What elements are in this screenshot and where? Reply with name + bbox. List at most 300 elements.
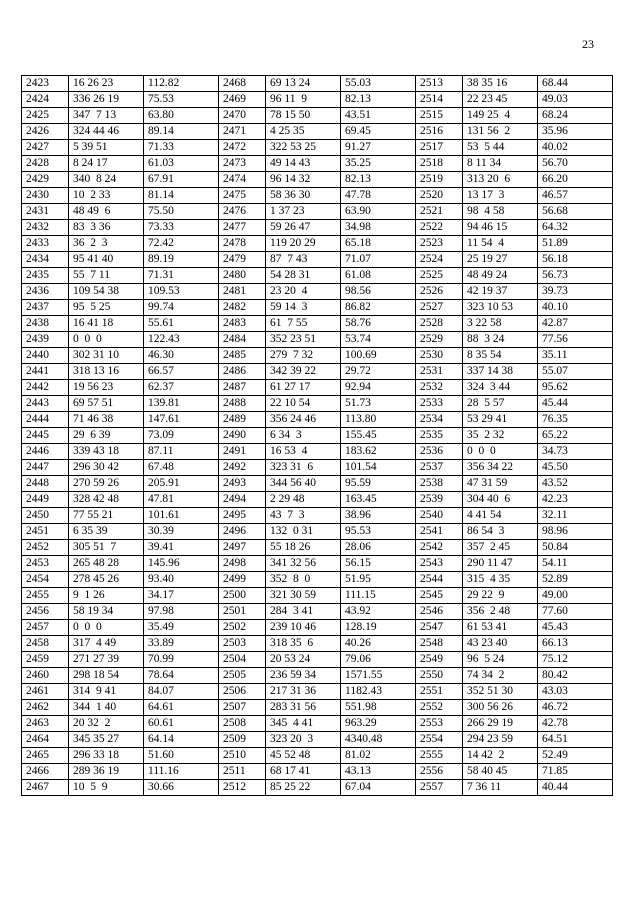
table-cell-coord: 7 36 11 <box>463 780 538 796</box>
table-cell-coord: 305 51 7 <box>69 540 144 556</box>
table-cell-coord: 85 25 22 <box>266 780 341 796</box>
table-cell-coord: 356 34 22 <box>463 460 538 476</box>
table-cell-id: 2556 <box>416 764 463 780</box>
table-cell-value: 43.52 <box>538 476 613 492</box>
table-cell-value: 42.78 <box>538 716 613 732</box>
table-cell-coord: 357 2 45 <box>463 540 538 556</box>
table-cell-id: 2554 <box>416 732 463 748</box>
table-cell-coord: 19 56 23 <box>69 380 144 396</box>
table-cell-value: 89.19 <box>144 252 219 268</box>
table-cell-coord: 16 53 4 <box>266 444 341 460</box>
table-cell-value: 72.42 <box>144 236 219 252</box>
table-cell-coord: 43 7 3 <box>266 508 341 524</box>
table-cell-id: 2546 <box>416 604 463 620</box>
table-cell-value: 53.74 <box>341 332 416 348</box>
table-cell-coord: 77 55 21 <box>69 508 144 524</box>
table-row <box>22 716 613 732</box>
table-cell-id: 2486 <box>219 364 266 380</box>
table-cell-id: 2555 <box>416 748 463 764</box>
table-cell-id: 2460 <box>22 668 69 684</box>
table-cell-coord: 35 2 32 <box>463 428 538 444</box>
table-cell-value: 98.56 <box>341 284 416 300</box>
table-cell-value: 147.61 <box>144 412 219 428</box>
table-cell-id: 2451 <box>22 524 69 540</box>
table-cell-id: 2444 <box>22 412 69 428</box>
table-cell-coord: 339 43 18 <box>69 444 144 460</box>
table-cell-value: 163.45 <box>341 492 416 508</box>
table-cell-id: 2447 <box>22 460 69 476</box>
table-cell-coord: 96 14 32 <box>266 172 341 188</box>
table-cell-id: 2529 <box>416 332 463 348</box>
table-cell-id: 2479 <box>219 252 266 268</box>
table-cell-value: 56.73 <box>538 268 613 284</box>
table-row <box>22 700 613 716</box>
table-cell-coord: 318 13 16 <box>69 364 144 380</box>
table-cell-id: 2478 <box>219 236 266 252</box>
table-cell-coord: 119 20 29 <box>266 236 341 252</box>
table-cell-id: 2538 <box>416 476 463 492</box>
table-cell-value: 34.73 <box>538 444 613 460</box>
table-cell-id: 2450 <box>22 508 69 524</box>
table-cell-coord: 68 17 41 <box>266 764 341 780</box>
table-cell-coord: 315 4 35 <box>463 572 538 588</box>
table-cell-id: 2528 <box>416 316 463 332</box>
table-cell-value: 87.11 <box>144 444 219 460</box>
table-cell-coord: 95 41 40 <box>69 252 144 268</box>
table-cell-id: 2534 <box>416 412 463 428</box>
table-cell-coord: 47 31 59 <box>463 476 538 492</box>
table-row <box>22 92 613 108</box>
table-cell-id: 2489 <box>219 412 266 428</box>
table-cell-value: 64.51 <box>538 732 613 748</box>
table-cell-value: 65.18 <box>341 236 416 252</box>
table-cell-coord: 4 41 54 <box>463 508 538 524</box>
table-cell-coord: 4 25 35 <box>266 124 341 140</box>
table-cell-id: 2435 <box>22 268 69 284</box>
table-cell-coord: 317 4 49 <box>69 636 144 652</box>
table-row <box>22 732 613 748</box>
table-cell-value: 78.64 <box>144 668 219 684</box>
table-cell-coord: 13 17 3 <box>463 188 538 204</box>
table-cell-value: 60.61 <box>144 716 219 732</box>
table-cell-coord: 5 39 51 <box>69 140 144 156</box>
table-cell-id: 2427 <box>22 140 69 156</box>
table-cell-coord: 279 7 32 <box>266 348 341 364</box>
table-cell-value: 155.45 <box>341 428 416 444</box>
table-cell-coord: 294 23 59 <box>463 732 538 748</box>
table-cell-value: 35.25 <box>341 156 416 172</box>
table-cell-value: 34.17 <box>144 588 219 604</box>
table-row <box>22 124 613 140</box>
table-row <box>22 268 613 284</box>
table-cell-id: 2541 <box>416 524 463 540</box>
table-cell-coord: 3 22 58 <box>463 316 538 332</box>
table-row <box>22 444 613 460</box>
table-cell-value: 80.42 <box>538 668 613 684</box>
table-cell-id: 2493 <box>219 476 266 492</box>
table-cell-coord: 298 18 54 <box>69 668 144 684</box>
table-cell-coord: 29 6 39 <box>69 428 144 444</box>
table-cell-coord: 149 25 4 <box>463 108 538 124</box>
table-row <box>22 364 613 380</box>
table-cell-coord: 16 41 18 <box>69 316 144 332</box>
table-cell-coord: 302 31 10 <box>69 348 144 364</box>
table-cell-coord: 10 5 9 <box>69 780 144 796</box>
table-cell-id: 2506 <box>219 684 266 700</box>
table-cell-id: 2465 <box>22 748 69 764</box>
table-cell-coord: 328 42 48 <box>69 492 144 508</box>
table-cell-value: 91.27 <box>341 140 416 156</box>
table-cell-value: 43.13 <box>341 764 416 780</box>
table-cell-value: 51.89 <box>538 236 613 252</box>
table-cell-id: 2446 <box>22 444 69 460</box>
table-cell-coord: 322 53 25 <box>266 140 341 156</box>
table-cell-value: 63.80 <box>144 108 219 124</box>
table-row <box>22 588 613 604</box>
table-cell-coord: 59 26 47 <box>266 220 341 236</box>
table-cell-id: 2507 <box>219 700 266 716</box>
table-cell-id: 2452 <box>22 540 69 556</box>
table-cell-id: 2429 <box>22 172 69 188</box>
table-cell-value: 71.33 <box>144 140 219 156</box>
table-cell-id: 2463 <box>22 716 69 732</box>
table-row <box>22 300 613 316</box>
table-cell-value: 40.44 <box>538 780 613 796</box>
table-cell-id: 2424 <box>22 92 69 108</box>
table-cell-value: 71.85 <box>538 764 613 780</box>
table-cell-coord: 296 30 42 <box>69 460 144 476</box>
table-cell-coord: 109 54 38 <box>69 284 144 300</box>
table-cell-id: 2482 <box>219 300 266 316</box>
table-cell-id: 2531 <box>416 364 463 380</box>
table-cell-coord: 29 22 9 <box>463 588 538 604</box>
table-cell-value: 68.44 <box>538 76 613 92</box>
table-cell-value: 56.68 <box>538 204 613 220</box>
table-cell-value: 43.03 <box>538 684 613 700</box>
table-cell-coord: 8 35 54 <box>463 348 538 364</box>
table-cell-id: 2519 <box>416 172 463 188</box>
table-cell-value: 67.48 <box>144 460 219 476</box>
table-cell-coord: 290 11 47 <box>463 556 538 572</box>
table-cell-id: 2547 <box>416 620 463 636</box>
table-cell-id: 2494 <box>219 492 266 508</box>
table-cell-coord: 265 48 28 <box>69 556 144 572</box>
table-cell-value: 86.82 <box>341 300 416 316</box>
table-row <box>22 76 613 92</box>
table-cell-id: 2449 <box>22 492 69 508</box>
table-cell-id: 2448 <box>22 476 69 492</box>
table-cell-id: 2516 <box>416 124 463 140</box>
table-cell-coord: 96 11 9 <box>266 92 341 108</box>
table-cell-value: 55.03 <box>341 76 416 92</box>
table-cell-value: 82.13 <box>341 92 416 108</box>
table-cell-id: 2470 <box>219 108 266 124</box>
table-cell-coord: 266 29 19 <box>463 716 538 732</box>
table-cell-coord: 8 24 17 <box>69 156 144 172</box>
table-cell-coord: 20 32 2 <box>69 716 144 732</box>
table-row <box>22 204 613 220</box>
table-cell-id: 2497 <box>219 540 266 556</box>
table-cell-id: 2503 <box>219 636 266 652</box>
table-cell-value: 49.03 <box>538 92 613 108</box>
table-cell-coord: 271 27 39 <box>69 652 144 668</box>
table-cell-id: 2481 <box>219 284 266 300</box>
table-cell-id: 2476 <box>219 204 266 220</box>
table-cell-coord: 49 14 43 <box>266 156 341 172</box>
table-cell-id: 2530 <box>416 348 463 364</box>
table-cell-value: 51.95 <box>341 572 416 588</box>
table-cell-id: 2426 <box>22 124 69 140</box>
table-cell-id: 2462 <box>22 700 69 716</box>
table-cell-id: 2499 <box>219 572 266 588</box>
table-row <box>22 220 613 236</box>
table-cell-coord: 270 59 26 <box>69 476 144 492</box>
table-cell-coord: 352 23 51 <box>266 332 341 348</box>
table-cell-id: 2504 <box>219 652 266 668</box>
table-cell-coord: 278 45 26 <box>69 572 144 588</box>
table-cell-value: 1571.55 <box>341 668 416 684</box>
table-cell-value: 67.91 <box>144 172 219 188</box>
table-cell-coord: 6 34 3 <box>266 428 341 444</box>
table-cell-value: 81.14 <box>144 188 219 204</box>
table-cell-id: 2520 <box>416 188 463 204</box>
table-cell-value: 69.45 <box>341 124 416 140</box>
table-cell-coord: 86 54 3 <box>463 524 538 540</box>
table-row <box>22 460 613 476</box>
table-cell-value: 98.96 <box>538 524 613 540</box>
table-cell-coord: 58 19 34 <box>69 604 144 620</box>
table-cell-id: 2469 <box>219 92 266 108</box>
table-cell-id: 2430 <box>22 188 69 204</box>
table-row <box>22 604 613 620</box>
table-cell-coord: 38 35 16 <box>463 76 538 92</box>
table-cell-value: 109.53 <box>144 284 219 300</box>
table-cell-value: 52.49 <box>538 748 613 764</box>
table-cell-coord: 236 59 34 <box>266 668 341 684</box>
table-cell-value: 128.19 <box>341 620 416 636</box>
table-cell-id: 2544 <box>416 572 463 588</box>
table-cell-id: 2473 <box>219 156 266 172</box>
table-cell-coord: 314 9 41 <box>69 684 144 700</box>
table-cell-coord: 23 20 4 <box>266 284 341 300</box>
table-cell-id: 2515 <box>416 108 463 124</box>
table-cell-value: 51.73 <box>341 396 416 412</box>
table-row <box>22 476 613 492</box>
table-cell-value: 30.66 <box>144 780 219 796</box>
table-cell-id: 2477 <box>219 220 266 236</box>
table-cell-coord: 83 3 36 <box>69 220 144 236</box>
table-cell-coord: 45 52 48 <box>266 748 341 764</box>
table-cell-id: 2524 <box>416 252 463 268</box>
table-cell-id: 2525 <box>416 268 463 284</box>
table-cell-coord: 78 15 50 <box>266 108 341 124</box>
table-cell-coord: 341 32 56 <box>266 556 341 572</box>
table-cell-value: 64.61 <box>144 700 219 716</box>
table-cell-id: 2468 <box>219 76 266 92</box>
table-cell-coord: 344 56 40 <box>266 476 341 492</box>
table-cell-id: 2518 <box>416 156 463 172</box>
table-cell-coord: 58 36 30 <box>266 188 341 204</box>
table-cell-value: 95.59 <box>341 476 416 492</box>
table-cell-id: 2490 <box>219 428 266 444</box>
table-cell-value: 79.06 <box>341 652 416 668</box>
table-cell-id: 2535 <box>416 428 463 444</box>
table-cell-value: 39.41 <box>144 540 219 556</box>
table-cell-value: 95.53 <box>341 524 416 540</box>
table-cell-value: 75.53 <box>144 92 219 108</box>
table-cell-coord: 342 39 22 <box>266 364 341 380</box>
table-cell-value: 30.39 <box>144 524 219 540</box>
table-cell-id: 2523 <box>416 236 463 252</box>
table-cell-id: 2539 <box>416 492 463 508</box>
table-cell-value: 95.62 <box>538 380 613 396</box>
table-cell-coord: 323 10 53 <box>463 300 538 316</box>
table-cell-coord: 96 5 24 <box>463 652 538 668</box>
table-cell-value: 99.74 <box>144 300 219 316</box>
table-cell-value: 45.44 <box>538 396 613 412</box>
table-cell-id: 2550 <box>416 668 463 684</box>
table-cell-value: 101.61 <box>144 508 219 524</box>
table-cell-value: 71.31 <box>144 268 219 284</box>
table-cell-id: 2552 <box>416 700 463 716</box>
table-cell-coord: 9 1 26 <box>69 588 144 604</box>
table-cell-value: 4340.48 <box>341 732 416 748</box>
table-cell-id: 2543 <box>416 556 463 572</box>
table-cell-value: 113.80 <box>341 412 416 428</box>
table-cell-coord: 347 7 13 <box>69 108 144 124</box>
table-cell-value: 51.60 <box>144 748 219 764</box>
table-cell-value: 46.57 <box>538 188 613 204</box>
table-cell-coord: 345 4 41 <box>266 716 341 732</box>
table-cell-id: 2472 <box>219 140 266 156</box>
table-cell-coord: 318 35 6 <box>266 636 341 652</box>
table-cell-id: 2457 <box>22 620 69 636</box>
table-cell-value: 111.16 <box>144 764 219 780</box>
table-cell-value: 97.98 <box>144 604 219 620</box>
table-cell-id: 2458 <box>22 636 69 652</box>
table-cell-value: 56.70 <box>538 156 613 172</box>
table-cell-value: 122.43 <box>144 332 219 348</box>
table-cell-value: 40.10 <box>538 300 613 316</box>
table-cell-coord: 71 46 38 <box>69 412 144 428</box>
table-row <box>22 332 613 348</box>
table-cell-coord: 61 27 17 <box>266 380 341 396</box>
table-cell-coord: 1 37 23 <box>266 204 341 220</box>
table-cell-coord: 55 18 26 <box>266 540 341 556</box>
table-cell-coord: 61 7 55 <box>266 316 341 332</box>
table-cell-id: 2533 <box>416 396 463 412</box>
table-cell-value: 46.30 <box>144 348 219 364</box>
table-cell-value: 77.60 <box>538 604 613 620</box>
table-cell-value: 63.90 <box>341 204 416 220</box>
table-cell-value: 39.73 <box>538 284 613 300</box>
table-cell-id: 2423 <box>22 76 69 92</box>
table-cell-id: 2545 <box>416 588 463 604</box>
table-row <box>22 188 613 204</box>
table-cell-coord: 131 56 2 <box>463 124 538 140</box>
table-cell-value: 34.98 <box>341 220 416 236</box>
table-cell-id: 2440 <box>22 348 69 364</box>
table-cell-id: 2517 <box>416 140 463 156</box>
table-cell-value: 52.89 <box>538 572 613 588</box>
table-cell-coord: 217 31 36 <box>266 684 341 700</box>
table-cell-value: 43.92 <box>341 604 416 620</box>
table-cell-value: 55.61 <box>144 316 219 332</box>
table-cell-id: 2459 <box>22 652 69 668</box>
table-cell-id: 2551 <box>416 684 463 700</box>
table-cell-id: 2488 <box>219 396 266 412</box>
table-cell-coord: 42 19 37 <box>463 284 538 300</box>
table-row <box>22 524 613 540</box>
table-cell-value: 28.06 <box>341 540 416 556</box>
table-cell-value: 35.11 <box>538 348 613 364</box>
table-cell-coord: 345 35 27 <box>69 732 144 748</box>
table-cell-coord: 25 19 27 <box>463 252 538 268</box>
table-cell-coord: 20 53 24 <box>266 652 341 668</box>
table-cell-id: 2442 <box>22 380 69 396</box>
table-row <box>22 652 613 668</box>
table-cell-coord: 53 29 41 <box>463 412 538 428</box>
table-cell-coord: 69 13 24 <box>266 76 341 92</box>
table-row <box>22 284 613 300</box>
table-cell-id: 2433 <box>22 236 69 252</box>
table-cell-value: 54.11 <box>538 556 613 572</box>
table-cell-value: 32.11 <box>538 508 613 524</box>
table-cell-value: 45.50 <box>538 460 613 476</box>
table-cell-value: 66.13 <box>538 636 613 652</box>
table-cell-value: 29.72 <box>341 364 416 380</box>
table-cell-id: 2540 <box>416 508 463 524</box>
table-cell-coord: 324 44 46 <box>69 124 144 140</box>
table-cell-id: 2511 <box>219 764 266 780</box>
table-cell-value: 64.32 <box>538 220 613 236</box>
table-cell-id: 2438 <box>22 316 69 332</box>
table-cell-coord: 10 2 33 <box>69 188 144 204</box>
table-cell-value: 76.35 <box>538 412 613 428</box>
table-row <box>22 428 613 444</box>
table-cell-value: 40.26 <box>341 636 416 652</box>
table-cell-coord: 337 14 38 <box>463 364 538 380</box>
table-cell-value: 75.50 <box>144 204 219 220</box>
table-row <box>22 668 613 684</box>
table-cell-id: 2445 <box>22 428 69 444</box>
table-cell-coord: 22 23 45 <box>463 92 538 108</box>
table-cell-value: 38.96 <box>341 508 416 524</box>
table-cell-value: 65.22 <box>538 428 613 444</box>
table-cell-coord: 2 29 48 <box>266 492 341 508</box>
table-row <box>22 396 613 412</box>
table-cell-coord: 48 49 24 <box>463 268 538 284</box>
table-cell-id: 2436 <box>22 284 69 300</box>
table-row <box>22 684 613 700</box>
table-cell-value: 1182.43 <box>341 684 416 700</box>
table-row <box>22 620 613 636</box>
table-cell-coord: 321 30 59 <box>266 588 341 604</box>
table-cell-coord: 313 20 6 <box>463 172 538 188</box>
table-cell-coord: 8 11 34 <box>463 156 538 172</box>
table-cell-value: 45.43 <box>538 620 613 636</box>
table-cell-value: 50.84 <box>538 540 613 556</box>
table-cell-id: 2485 <box>219 348 266 364</box>
table-cell-id: 2471 <box>219 124 266 140</box>
table-cell-id: 2553 <box>416 716 463 732</box>
table-cell-id: 2512 <box>219 780 266 796</box>
table-cell-value: 93.40 <box>144 572 219 588</box>
table-cell-value: 73.33 <box>144 220 219 236</box>
table-cell-coord: 356 2 48 <box>463 604 538 620</box>
table-cell-id: 2467 <box>22 780 69 796</box>
table-cell-value: 49.00 <box>538 588 613 604</box>
